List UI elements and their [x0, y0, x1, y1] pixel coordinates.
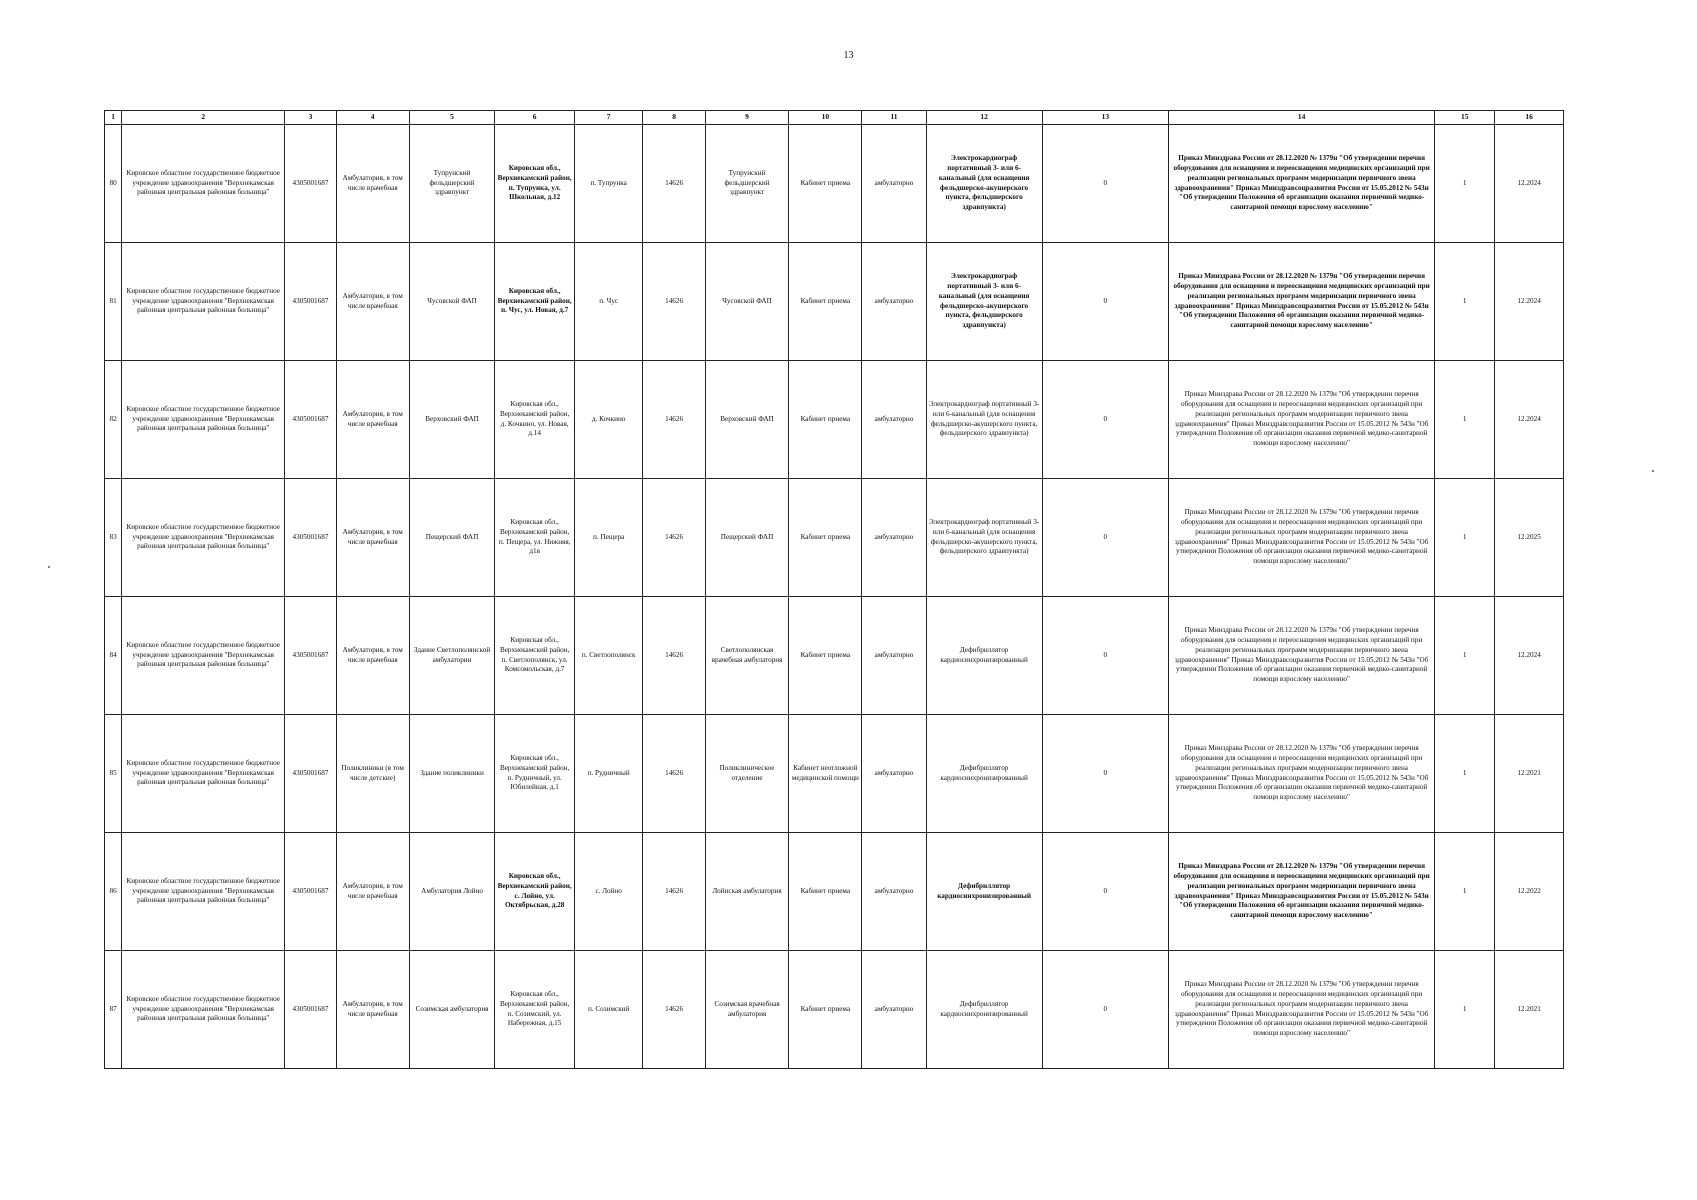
table-cell: Приказ Минздрава России от 28.12.2020 № 1379н "Об утверждении перечня оборудования для оснащения и переоснащения медицинских организаций при реализации региональных программ модернизации первичного звена здравоохранения" Приказ Минздравсоцразвития России от 15.05.2012 № 543н "Об утверждении Положения об организации оказания первичной медико-санитарной помощи взрослому населению" — [1169, 125, 1435, 243]
column-header: 4 — [336, 111, 409, 125]
table-cell: Верховский ФАП — [705, 361, 789, 479]
table-cell: Кабинет приема — [789, 597, 862, 715]
table-cell: 83 — [105, 479, 122, 597]
table-cell: Кировская обл., Верхнекамский район, п. Пещера, ул. Нижняя, д1в — [495, 479, 574, 597]
table-cell: Тупрунский фельдшерский здравпункт — [705, 125, 789, 243]
table-cell: Приказ Минздрава России от 28.12.2020 № 1379н "Об утверждении перечня оборудования для оснащения и переоснащения медицинских организаций при реализации региональных программ модернизации первичного звена здравоохранения" Приказ Минздравсоцразвития России от 15.05.2012 № 543н "Об утверждении Положения об организации оказания первичной медико-санитарной помощи взрослому населению" — [1169, 361, 1435, 479]
table-cell: 1 — [1435, 951, 1495, 1069]
table-cell: Верховский ФАП — [409, 361, 495, 479]
column-header: 13 — [1042, 111, 1169, 125]
table-cell: Светлополянская врачебная амбулатория — [705, 597, 789, 715]
table-row — [105, 479, 1564, 597]
table-cell: 4305001687 — [285, 361, 336, 479]
table-cell: амбулаторно — [862, 479, 926, 597]
column-header: 11 — [862, 111, 926, 125]
table-cell: 12.2024 — [1495, 125, 1564, 243]
table-cell: 1 — [1435, 361, 1495, 479]
table-cell: Кировская обл., Верхнекамский район, п. Рудничный, ул. Юбилейная, д.1 — [495, 715, 574, 833]
table-cell: 12.2024 — [1495, 361, 1564, 479]
table-cell: 14626 — [643, 361, 705, 479]
table-cell: амбулаторно — [862, 125, 926, 243]
table-cell: Кировское областное государственное бюджетное учреждение здравоохранения "Верхнекамская районная центральная районная больница" — [122, 951, 285, 1069]
table-cell: Кировская обл., Верхнекамский район, п. Созимский, ул. Набережная, д.15 — [495, 951, 574, 1069]
table-cell: 84 — [105, 597, 122, 715]
table-cell: амбулаторно — [862, 597, 926, 715]
column-header: 12 — [926, 111, 1042, 125]
table-cell: 14626 — [643, 597, 705, 715]
table-row — [105, 715, 1564, 833]
column-header: 8 — [643, 111, 705, 125]
table-cell: Кабинет неотложной медицинской помощи — [789, 715, 862, 833]
table-cell: Кабинет приема — [789, 951, 862, 1069]
table-cell: 12.2024 — [1495, 597, 1564, 715]
table-cell: Кабинет приема — [789, 243, 862, 361]
table-cell: Дефибриллятор кардиосинхронизированный — [926, 951, 1042, 1069]
table-cell: 1 — [1435, 833, 1495, 951]
table-cell: Кировское областное государственное бюджетное учреждение здравоохранения "Верхнекамская районная центральная районная больница" — [122, 833, 285, 951]
scan-speck — [1652, 470, 1654, 472]
table-cell: Чусовской ФАП — [705, 243, 789, 361]
column-header: 14 — [1169, 111, 1435, 125]
table-cell: 4305001687 — [285, 125, 336, 243]
table-cell: Приказ Минздрава России от 28.12.2020 № 1379н "Об утверждении перечня оборудования для оснащения и переоснащения медицинских организаций при реализации региональных программ модернизации первичного звена здравоохранения" Приказ Минздравсоцразвития России от 15.05.2012 № 543н "Об утверждении Положения об организации оказания первичной медико-санитарной помощи взрослому населению" — [1169, 243, 1435, 361]
table-cell: Кировское областное государственное бюджетное учреждение здравоохранения "Верхнекамская районная центральная районная больница" — [122, 361, 285, 479]
table-cell: Кабинет приема — [789, 479, 862, 597]
table-cell: 85 — [105, 715, 122, 833]
table-cell: Приказ Минздрава России от 28.12.2020 № 1379н "Об утверждении перечня оборудования для оснащения и переоснащения медицинских организаций при реализации региональных программ модернизации первичного звена здравоохранения" Приказ Минздравсоцразвития России от 15.05.2012 № 543н "Об утверждении Положения об организации оказания первичной медико-санитарной помощи взрослому населению" — [1169, 479, 1435, 597]
table-cell: Созимская амбулатория — [409, 951, 495, 1069]
table-row — [105, 361, 1564, 479]
table-cell: 12.2021 — [1495, 715, 1564, 833]
table-row — [105, 243, 1564, 361]
table-cell: 12.2024 — [1495, 243, 1564, 361]
table-row — [105, 833, 1564, 951]
table-cell: 12.2021 — [1495, 951, 1564, 1069]
table-cell: 80 — [105, 125, 122, 243]
scan-speck — [48, 566, 50, 568]
table-cell: Кировская обл., Верхнекамский район, п. Тупрунка, ул. Школьная, д.12 — [495, 125, 574, 243]
table-cell: Кировская обл., Верхнекамский район, с. Лойно, ул. Октябрьская, д.28 — [495, 833, 574, 951]
table-cell: амбулаторно — [862, 951, 926, 1069]
table-cell: 0 — [1042, 243, 1169, 361]
table-cell: 4305001687 — [285, 243, 336, 361]
column-header: 3 — [285, 111, 336, 125]
table-cell: п. Чус — [574, 243, 643, 361]
column-header: 5 — [409, 111, 495, 125]
table-cell: 1 — [1435, 597, 1495, 715]
table-cell: 0 — [1042, 833, 1169, 951]
table-cell: 14626 — [643, 833, 705, 951]
table-cell: Амбулатория, в том числе врачебная — [336, 479, 409, 597]
table-cell: Электрокардиограф портативный 3- или 6-канальный (для оснащения фельдшерско-акушерского пункта, фельдшерского здравпункта) — [926, 243, 1042, 361]
table-cell: Амбулатория, в том числе врачебная — [336, 833, 409, 951]
table-cell: Кировская обл., Верхнекамский район, д. Кочкино, ул. Новая, д.14 — [495, 361, 574, 479]
table-body — [105, 125, 1564, 1069]
table-cell: 0 — [1042, 715, 1169, 833]
table-cell: Пещерский ФАП — [409, 479, 495, 597]
table-cell: Кировское областное государственное бюджетное учреждение здравоохранения "Верхнекамская районная центральная районная больница" — [122, 125, 285, 243]
column-header: 6 — [495, 111, 574, 125]
table-cell: Кировское областное государственное бюджетное учреждение здравоохранения "Верхнекамская районная центральная районная больница" — [122, 597, 285, 715]
table-cell: п. Рудничный — [574, 715, 643, 833]
table-cell: Электрокардиограф портативный 3- или 6-канальный (для оснащения фельдшерско-акушерского пункта, фельдшерского здравпункта) — [926, 361, 1042, 479]
table-cell: Созимская врачебная амбулатория — [705, 951, 789, 1069]
table-cell: Пещерский ФАП — [705, 479, 789, 597]
table-cell: 4305001687 — [285, 833, 336, 951]
table-cell: Электрокардиограф портативный 3- или 6-канальный (для оснащения фельдшерско-акушерского пункта, фельдшерского здравпункта) — [926, 125, 1042, 243]
table-cell: Тупрунский фельдшерский здравпункт — [409, 125, 495, 243]
column-header: 16 — [1495, 111, 1564, 125]
table-cell: 1 — [1435, 715, 1495, 833]
column-header: 9 — [705, 111, 789, 125]
table-cell: 14626 — [643, 479, 705, 597]
table-cell: 14626 — [643, 243, 705, 361]
table-cell: Приказ Минздрава России от 28.12.2020 № 1379н "Об утверждении перечня оборудования для оснащения и переоснащения медицинских организаций при реализации региональных программ модернизации первичного звена здравоохранения" Приказ Минздравсоцразвития России от 15.05.2012 № 543н "Об утверждении Положения об организации оказания первичной медико-санитарной помощи взрослому населению" — [1169, 833, 1435, 951]
table-cell: 0 — [1042, 597, 1169, 715]
table-cell: Амбулатория, в том числе врачебная — [336, 597, 409, 715]
table-cell: 1 — [1435, 479, 1495, 597]
table-cell: 0 — [1042, 361, 1169, 479]
table-cell: Электрокардиограф портативный 3- или 6-канальный (для оснащения фельдшерско-акушерского пункта, фельдшерского здравпункта) — [926, 479, 1042, 597]
table-row — [105, 125, 1564, 243]
table-cell: 4305001687 — [285, 951, 336, 1069]
table-cell: Кабинет приема — [789, 361, 862, 479]
table-cell: Чусовской ФАП — [409, 243, 495, 361]
table-cell: п. Созимский — [574, 951, 643, 1069]
table-cell: амбулаторно — [862, 243, 926, 361]
table-cell: Кировская обл., Верхнекамский район, п. Чус, ул. Новая, д.7 — [495, 243, 574, 361]
table-cell: 82 — [105, 361, 122, 479]
table-cell: 14626 — [643, 125, 705, 243]
table-cell: Амбулатория, в том числе врачебная — [336, 125, 409, 243]
table-cell: с. Лойно — [574, 833, 643, 951]
table-cell: Амбулатория, в том числе врачебная — [336, 951, 409, 1069]
equipment-table — [104, 110, 1564, 1069]
table-cell: Поликлиническое отделение — [705, 715, 789, 833]
table-row — [105, 951, 1564, 1069]
table-cell: амбулаторно — [862, 715, 926, 833]
table-cell: Приказ Минздрава России от 28.12.2020 № 1379н "Об утверждении перечня оборудования для оснащения и переоснащения медицинских организаций при реализации региональных программ модернизации первичного звена здравоохранения" Приказ Минздравсоцразвития России от 15.05.2012 № 543н "Об утверждении Положения об организации оказания первичной медико-санитарной помощи взрослому населению" — [1169, 715, 1435, 833]
table-cell: 1 — [1435, 243, 1495, 361]
table-cell: амбулаторно — [862, 361, 926, 479]
table-cell: Амбулатория, в том числе врачебная — [336, 243, 409, 361]
table-cell: 87 — [105, 951, 122, 1069]
table-cell: 4305001687 — [285, 597, 336, 715]
column-header: 1 — [105, 111, 122, 125]
table-cell: Кировское областное государственное бюджетное учреждение здравоохранения "Верхнекамская районная центральная районная больница" — [122, 479, 285, 597]
table-cell: 12.2022 — [1495, 833, 1564, 951]
table-cell: 14626 — [643, 951, 705, 1069]
header-row — [105, 111, 1564, 125]
table-cell: Здание поликлиники — [409, 715, 495, 833]
column-header: 10 — [789, 111, 862, 125]
table-cell: 0 — [1042, 125, 1169, 243]
table-cell: Кировское областное государственное бюджетное учреждение здравоохранения "Верхнекамская районная центральная районная больница" — [122, 715, 285, 833]
column-header: 15 — [1435, 111, 1495, 125]
page-number: 13 — [843, 50, 854, 61]
table-cell: 4305001687 — [285, 715, 336, 833]
table-cell: Кировская обл., Верхнекамский район, п. Светлополянск, ул. Комсомольская, д.7 — [495, 597, 574, 715]
table-cell: 0 — [1042, 479, 1169, 597]
table-cell: 0 — [1042, 951, 1169, 1069]
table-cell: амбулаторно — [862, 833, 926, 951]
table-cell: Дефибриллятор кардиосинхронизированный — [926, 833, 1042, 951]
table-cell: Кабинет приема — [789, 833, 862, 951]
table-cell: Здание Светлополянской амбулатории — [409, 597, 495, 715]
table-cell: 12.2025 — [1495, 479, 1564, 597]
column-header: 7 — [574, 111, 643, 125]
table-cell: 1 — [1435, 125, 1495, 243]
table-cell: Дефибриллятор кардиосинхронизированный — [926, 715, 1042, 833]
table-cell: Кабинет приема — [789, 125, 862, 243]
table-cell: Амбулатория Лойно — [409, 833, 495, 951]
column-header: 2 — [122, 111, 285, 125]
table-cell: Дефибриллятор кардиосинхронизированный — [926, 597, 1042, 715]
table-cell: Лойнская амбулатория — [705, 833, 789, 951]
table-cell: Приказ Минздрава России от 28.12.2020 № 1379н "Об утверждении перечня оборудования для оснащения и переоснащения медицинских организаций при реализации региональных программ модернизации первичного звена здравоохранения" Приказ Минздравсоцразвития России от 15.05.2012 № 543н "Об утверждении Положения об организации оказания первичной медико-санитарной помощи взрослому населению" — [1169, 951, 1435, 1069]
table-cell: п. Пещера — [574, 479, 643, 597]
table-cell: Приказ Минздрава России от 28.12.2020 № 1379н "Об утверждении перечня оборудования для оснащения и переоснащения медицинских организаций при реализации региональных программ модернизации первичного звена здравоохранения" Приказ Минздравсоцразвития России от 15.05.2012 № 543н "Об утверждении Положения об организации оказания первичной медико-санитарной помощи взрослому населению" — [1169, 597, 1435, 715]
table-cell: Амбулатория, в том числе врачебная — [336, 361, 409, 479]
table-cell: 14626 — [643, 715, 705, 833]
table-row — [105, 597, 1564, 715]
table-cell: Поликлиники (в том числе детские) — [336, 715, 409, 833]
table-cell: 81 — [105, 243, 122, 361]
table-cell: п. Тупрунка — [574, 125, 643, 243]
table-cell: д. Кочкино — [574, 361, 643, 479]
table-cell: Кировское областное государственное бюджетное учреждение здравоохранения "Верхнекамская районная центральная районная больница" — [122, 243, 285, 361]
table-cell: п. Светлополянск — [574, 597, 643, 715]
table-cell: 86 — [105, 833, 122, 951]
table-cell: 4305001687 — [285, 479, 336, 597]
